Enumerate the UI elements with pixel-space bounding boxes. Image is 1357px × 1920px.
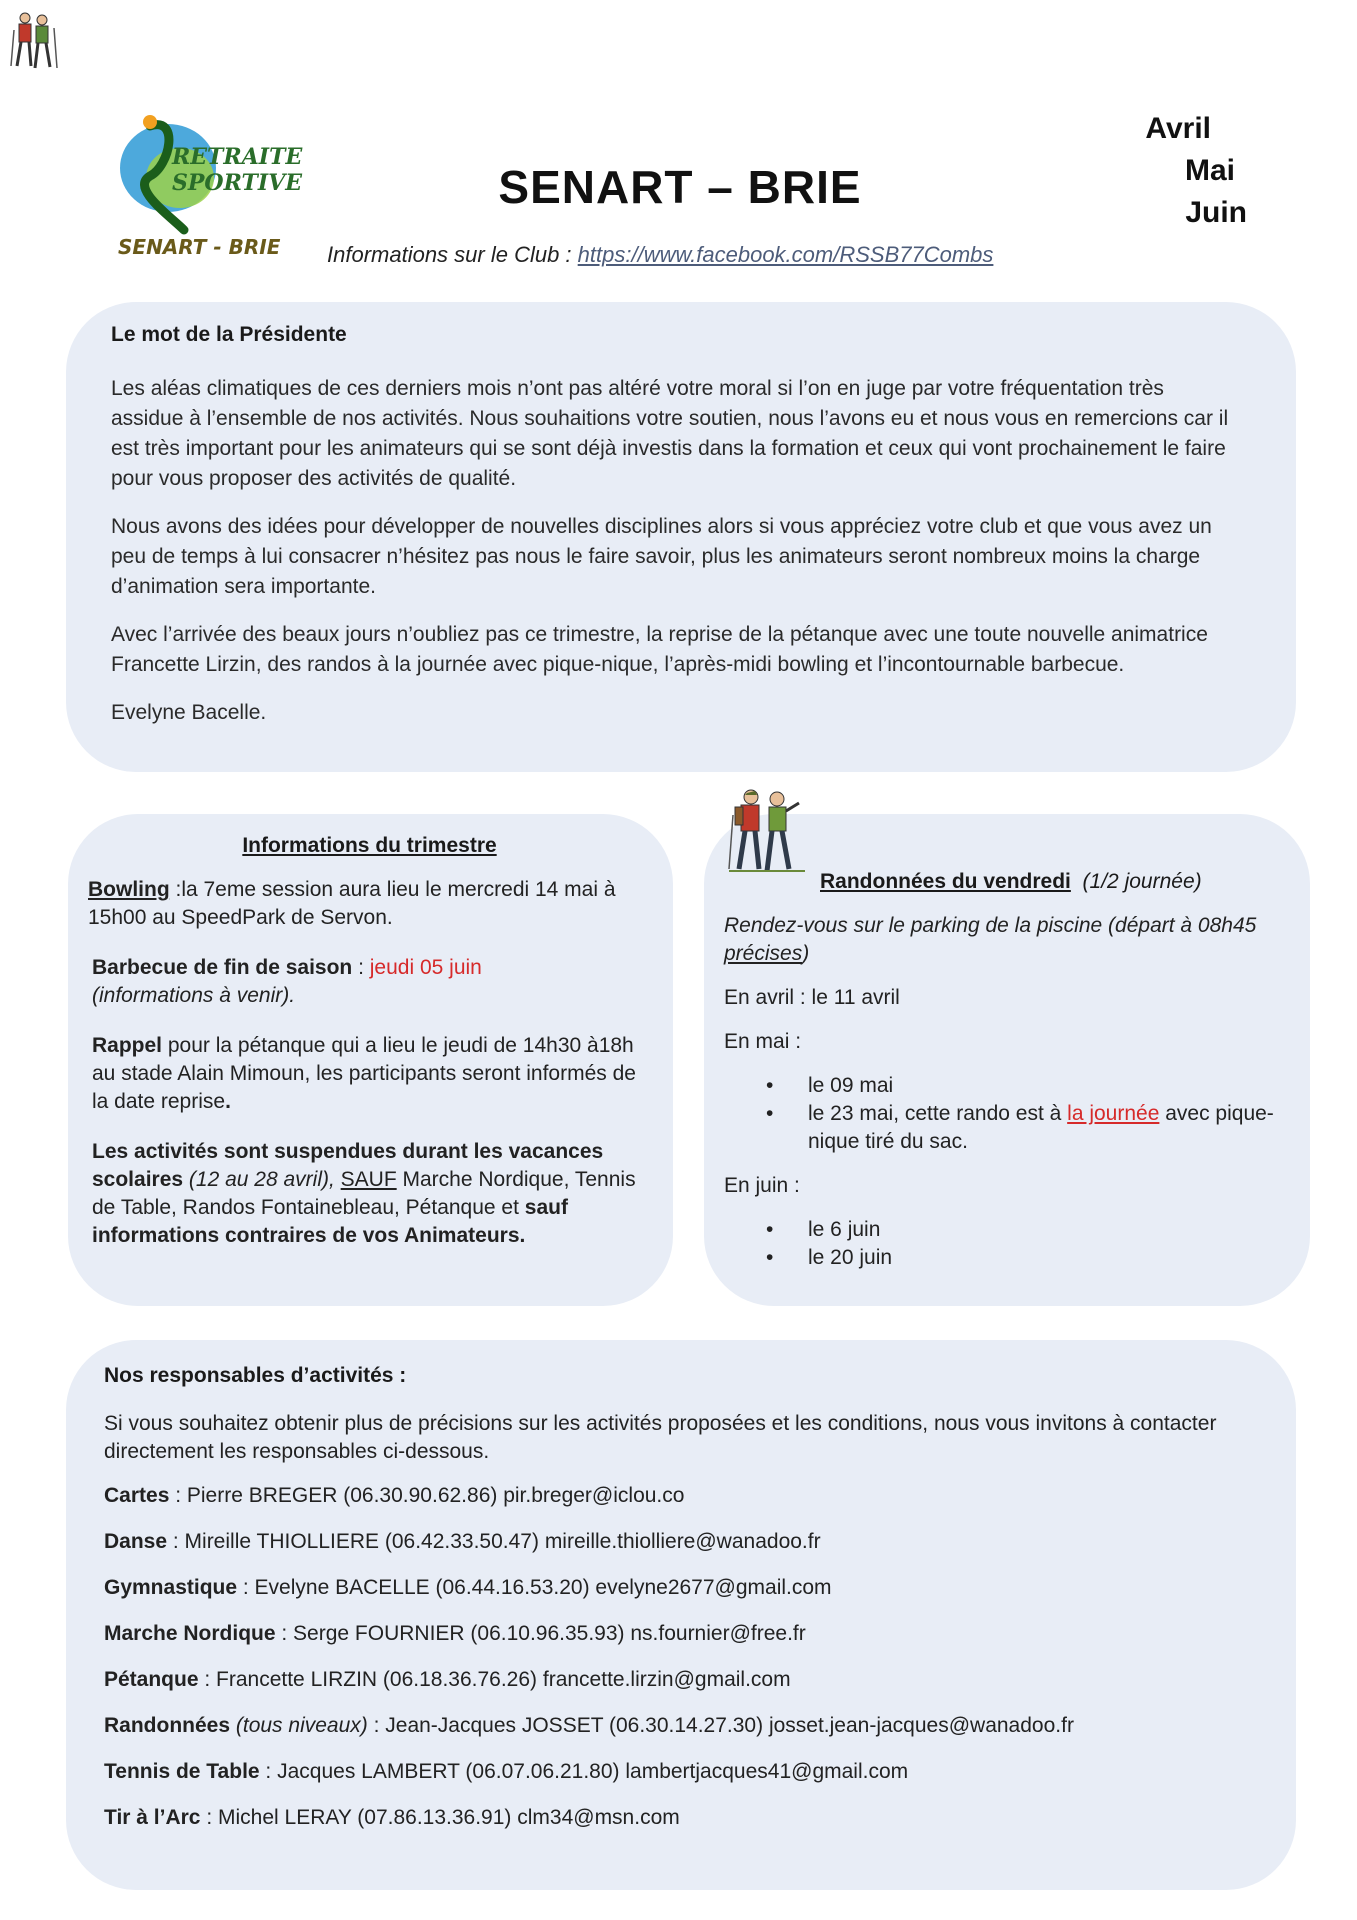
- meeting-end: ): [802, 942, 810, 965]
- responsables-intro: Si vous souhaitez obtenir plus de précisions sur les activités proposées et les conditions, nous vous invitons à contacter directement les responsables ci-dessous.: [104, 1412, 1217, 1463]
- contact-note: (tous niveaux): [230, 1714, 368, 1737]
- contact-details[interactable]: : Jean-Jacques JOSSET (06.30.14.27.30) josset.jean-jacques@wanadoo.fr: [367, 1714, 1074, 1737]
- full-day-link[interactable]: la journée: [1067, 1102, 1160, 1125]
- may-2-post: avec pique-nique tiré du sac.: [808, 1102, 1274, 1153]
- contact-activity: Pétanque: [104, 1668, 199, 1691]
- responsables-panel: [66, 1340, 1296, 1890]
- contact-row: [104, 1528, 1246, 1556]
- contact-row: [104, 1666, 1246, 1694]
- contact-activity: Gymnastique: [104, 1576, 238, 1599]
- suspension-end: sauf informations contraires de vos Animateurs.: [92, 1196, 568, 1247]
- june-label: En juin :: [724, 1174, 800, 1197]
- president-paragraph: Avec l’arrivée des beaux jours n’oubliez pas ce trimestre, la reprise de la pétanque avec une toute nouvelle animatrice Francette Lirzin, des randos à la journée avec pique-nique, l’après-midi bowling et l’incontournable barbecue.: [111, 623, 1208, 676]
- contact-row: [104, 1712, 1246, 1740]
- may-list: [724, 1072, 1288, 1156]
- suspension-info: [92, 1138, 651, 1250]
- contact-row: [104, 1758, 1246, 1786]
- page-title: SENART – BRIE: [498, 161, 862, 213]
- list-item: • le 20 juin: [808, 1244, 1288, 1272]
- suspension-dates: (12 au 28 avril),: [183, 1168, 341, 1191]
- contact-details[interactable]: : Evelyne BACELLE (06.44.16.53.20) evelyne2677@gmail.com: [237, 1576, 832, 1599]
- club-logo: [110, 106, 320, 266]
- randonnees-heading: Randonnées du vendredi: [820, 870, 1071, 893]
- rappel-text: pour la pétanque qui a lieu le jeudi de 14h30 à18h au stade Alain Mimoun, les participants seront informés de la date reprise: [92, 1034, 636, 1113]
- contact-details[interactable]: : Mireille THIOLLIERE (06.42.33.50.47) mireille.thiolliere@wanadoo.fr: [167, 1530, 821, 1553]
- bowling-text: :la 7eme session aura lieu le mercredi 14 mai à 15h00 au SpeedPark de Servon.: [88, 878, 616, 929]
- contact-activity: Danse: [104, 1530, 168, 1553]
- bowling-info: [88, 876, 651, 932]
- president-signature: Evelyne Bacelle.: [111, 701, 267, 724]
- responsables-heading: Nos responsables d’activités :: [104, 1364, 407, 1387]
- hikers-icon: [727, 785, 807, 875]
- april-dates: En avril : le 11 avril: [724, 986, 900, 1009]
- svg-text:SPORTIVE: SPORTIVE: [172, 170, 302, 196]
- contact-activity: Marche Nordique: [104, 1622, 276, 1645]
- barbecue-note: (informations à venir).: [92, 984, 296, 1007]
- meeting-text: Rendez-vous sur le parking de la piscine (départ à 08h45: [724, 914, 1257, 937]
- suspension-sauf: SAUF: [340, 1168, 397, 1191]
- suspension-bold: Les activités sont suspendues durant les vacances scolaires: [92, 1140, 604, 1191]
- bowling-label: Bowling: [88, 878, 170, 901]
- contact-row: [104, 1620, 1246, 1648]
- meeting-precise: précises: [724, 942, 803, 965]
- president-paragraph: Les aléas climatiques de ces derniers mois n’ont pas altéré votre moral si l’on en juge par votre fréquentation très assidue à l’ensemble de nos activités. Nous souhaitions votre soutien, nous l’avons eu et nous vous en remercions car il est très important pour les animateurs qui se sont déjà investis dans la formation et ceux qui vont prochainement le faire pour vous proposer des activités de qualité.: [111, 377, 1229, 490]
- month-june: Juin: [1185, 196, 1247, 229]
- contact-activity: Tir à l’Arc: [104, 1806, 201, 1829]
- june-list: [724, 1216, 1288, 1272]
- randonnees-panel: [704, 814, 1310, 1306]
- barbecue-sep: :: [352, 956, 370, 979]
- contact-details[interactable]: : Pierre BREGER (06.30.90.62.86) pir.breger@iclou.co: [169, 1484, 685, 1507]
- contact-row: [104, 1574, 1246, 1602]
- trimestre-info-panel: [68, 814, 673, 1306]
- president-message-panel: [66, 302, 1296, 772]
- hikers-icon: [8, 10, 60, 72]
- list-item: [808, 1100, 1288, 1156]
- contact-details[interactable]: : Francette LIRZIN (06.18.36.76.26) francette.lirzin@gmail.com: [198, 1668, 791, 1691]
- suspension-list: Marche Nordique, Tennis de Table, Randos Fontainebleau, Pétanque et: [92, 1168, 636, 1219]
- club-info: [327, 242, 993, 268]
- barbecue-date: jeudi 05 juin: [369, 956, 482, 979]
- month-april: Avril: [1145, 112, 1211, 145]
- facebook-link[interactable]: https://www.facebook.com/RSSB77Combs: [577, 242, 994, 267]
- barbecue-info: [92, 954, 651, 1010]
- trimestre-heading: Informations du trimestre: [242, 834, 497, 857]
- contact-details[interactable]: : Jacques LAMBERT (06.07.06.21.80) lambertjacques41@gmail.com: [259, 1760, 909, 1783]
- may-label: En mai :: [724, 1030, 802, 1053]
- contact-row: [104, 1804, 1246, 1832]
- rappel-label: Rappel: [92, 1034, 163, 1057]
- randonnees-heading-line: [820, 870, 1288, 894]
- barbecue-label: Barbecue de fin de saison: [92, 956, 353, 979]
- may-2-pre: le 23 mai, cette rando est à: [808, 1102, 1068, 1125]
- rappel-end: .: [225, 1090, 231, 1113]
- months-list: [1107, 108, 1247, 234]
- contact-activity: Cartes: [104, 1484, 170, 1507]
- club-info-label: Informations sur le Club :: [327, 242, 578, 267]
- month-may: Mai: [1184, 154, 1235, 187]
- rappel-info: [92, 1032, 651, 1116]
- randonnees-heading-note: (1/2 journée): [1082, 870, 1202, 893]
- svg-text:RETRAITE: RETRAITE: [172, 144, 303, 170]
- contact-activity: Randonnées: [104, 1714, 231, 1737]
- list-item: • le 6 juin: [808, 1216, 1288, 1244]
- contact-details[interactable]: : Michel LERAY (07.86.13.36.91) clm34@msn.com: [200, 1806, 680, 1829]
- meeting-info: [724, 912, 1288, 968]
- contact-details[interactable]: : Serge FOURNIER (06.10.96.35.93) ns.fournier@free.fr: [275, 1622, 806, 1645]
- contact-activity: Tennis de Table: [104, 1760, 260, 1783]
- list-item: • le 09 mai: [808, 1072, 1288, 1100]
- president-paragraph: Nous avons des idées pour développer de nouvelles disciplines alors si vous appréciez votre club et que vous avez un peu de temps à lui consacrer n’hésitez pas nous le faire savoir, plus les animateurs seront nombreux moins la charge d’animation sera importante.: [111, 515, 1212, 598]
- president-heading: Le mot de la Présidente: [111, 323, 347, 346]
- contact-row: [104, 1482, 1246, 1510]
- svg-text:SENART - BRIE: SENART - BRIE: [118, 235, 281, 259]
